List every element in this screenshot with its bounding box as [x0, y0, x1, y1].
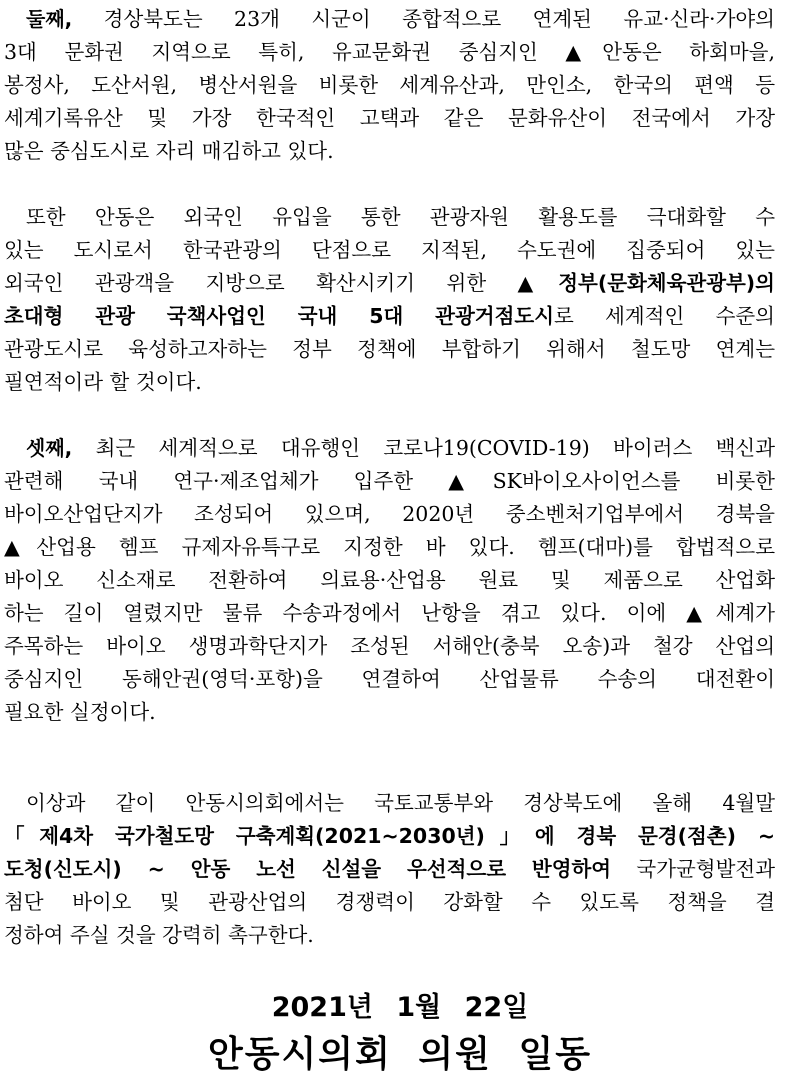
- text-line: 필연적이라 할 것이다.: [4, 370, 202, 394]
- text-line: 이상과 같이 안동시의회에서는 국토교통부와 경상북도에 올해 4월말: [26, 791, 775, 815]
- text-line: 초대형 관광 국책사업인 국내 5대 관광거점도시로 세계적인 수준의: [4, 304, 775, 328]
- text-line: 주목하는 바이오 생명과학단지가 조성된 서해안(충북 오송)과 철강 산업의: [4, 634, 775, 658]
- text-line: 바이오 신소재로 전환하여 의료용·산업용 원료 및 제품으로 산업화: [4, 568, 775, 592]
- text-line: 정하여 주실 것을 강력히 촉구한다.: [4, 923, 314, 947]
- signatory: 안동시의회 의원 일동: [207, 1034, 593, 1075]
- text-line: 또한 안동은 외국인 유입을 통한 관광자원 활용도를 극대화할 수: [26, 205, 775, 229]
- text-line: ▲산업용 헴프 규제자유특구로 지정한 바 있다. 헴프(대마)를 합법적으로: [4, 535, 775, 559]
- text-line: 필요한 실정이다.: [4, 700, 156, 724]
- section-lead: 셋째,: [26, 436, 73, 460]
- text-line: 관광도시로 육성하고자하는 정부 정책에 부합하기 위해서 철도망 연계는: [4, 337, 775, 361]
- text-line: 있는 도시로서 한국관광의 단점으로 지적된, 수도권에 집중되어 있는: [4, 238, 775, 262]
- text-line: 많은 중심도시로 자리 매김하고 있다.: [4, 139, 334, 163]
- text-line: 도청(신도시) ~ 안동 노선 신설을 우선적으로 반영하여 국가균형발전과: [4, 857, 775, 881]
- emphasis-text: ▲정부(문화체육관광부)의: [517, 271, 775, 295]
- emphasis-text: 「제4차 국가철도망 구축계획(2021~2030년)」에 경북 문경(점촌) ~: [4, 824, 775, 848]
- text-line: 3대 문화권 지역으로 특히, 유교문화권 중심지인 ▲안동은 하회마을,: [4, 40, 775, 64]
- text-line: [4, 821, 775, 851]
- text-line: 중심지인 동해안권(영덕·포항)을 연결하여 산업물류 수송의 대전환이: [4, 667, 775, 691]
- text-line: 봉정사, 도산서원, 병산서원을 비롯한 세계유산과, 만인소, 한국의 편액 등: [4, 73, 775, 97]
- text-line: 관련해 국내 연구·제조업체가 입주한 ▲SK바이오사이언스를 비롯한: [4, 469, 775, 493]
- section-lead: 둘째,: [26, 7, 73, 31]
- text-line: 외국인 관광객을 지방으로 확산시키기 위한 ▲정부(문화체육관광부)의: [4, 271, 775, 295]
- text-line: 첨단 바이오 및 관광산업의 경쟁력이 강화할 수 있도록 정책을 결: [4, 890, 775, 914]
- text-line: 바이오산업단지가 조성되어 있으며, 2020년 중소벤처기업부에서 경북을: [4, 502, 775, 526]
- emphasis-text: 도청(신도시) ~ 안동 노선 신설을 우선적으로 반영하여: [4, 857, 612, 881]
- text-line: 둘째, 경상북도는 23개 시군이 종합적으로 연계된 유교·신라·가야의: [26, 7, 775, 31]
- text-line: 셋째, 최근 세계적으로 대유행인 코로나19(COVID-19) 바이러스 백신과: [26, 436, 775, 460]
- resolution-date: 2021년 1월 22일: [271, 992, 529, 1023]
- text-line: 하는 길이 열렸지만 물류 수송과정에서 난항을 겪고 있다. 이에 ▲세계가: [4, 601, 775, 625]
- text-line: 세계기록유산 및 가장 한국적인 고택과 같은 문화유산이 전국에서 가장: [4, 106, 775, 130]
- emphasis-text: 초대형 관광 국책사업인 국내 5대 관광거점도시: [4, 304, 554, 328]
